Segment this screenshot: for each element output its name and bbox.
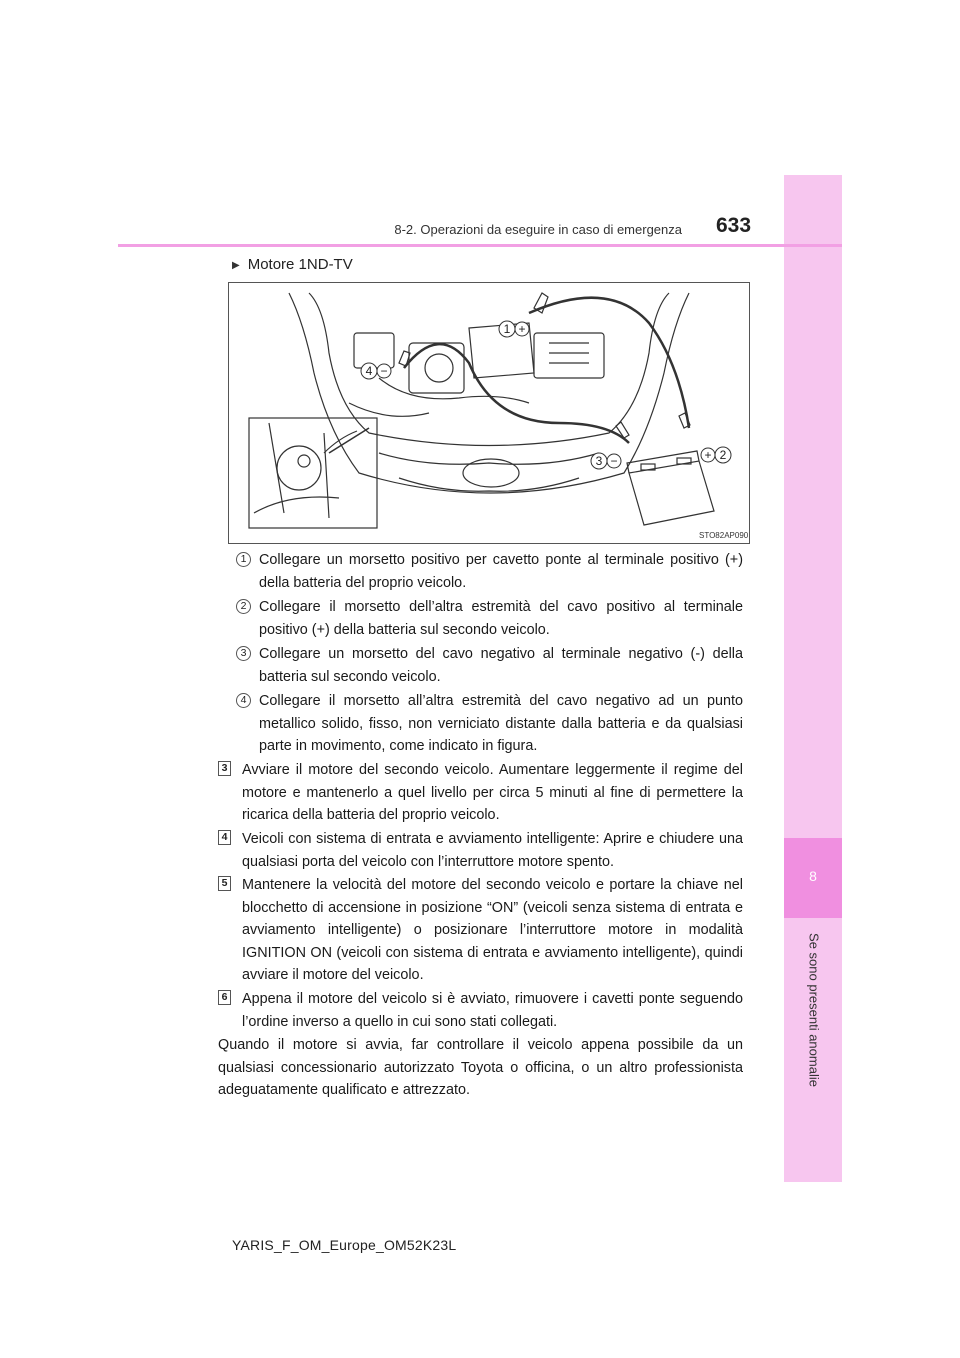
callout-2-plus-sign: + <box>704 448 712 462</box>
step-text-5: Mantenere la velocità del motore del secondo veicolo e portare la chiave nel blocchetto di accensione in posizione “ON” (veicoli senza sistema di entrata e avviamento intelligente) o posizionare l’interruttore motore in modalità IGNITION ON (veicoli con sistema di entrata e avviamento intelligente), quindi avviare il motore del veicolo. <box>242 877 743 983</box>
substep-badge-1: 1 <box>236 552 251 567</box>
step-badge-5: 5 <box>218 876 231 891</box>
callout-4-minus-sign: − <box>380 364 388 378</box>
chapter-number: 8 <box>809 868 817 884</box>
callout-1-plus-sign: + <box>518 322 526 336</box>
section-title: 8-2. Operazioni da eseguire in caso di emergenza <box>394 222 682 237</box>
callout-3-minus-sign: − <box>610 454 618 468</box>
figure-code: STO82AP090 <box>699 531 749 540</box>
substep-badge-4: 4 <box>236 693 251 708</box>
callout-4: 4 <box>365 364 373 378</box>
header-rule <box>118 244 842 247</box>
page-number: 633 <box>716 214 752 237</box>
step-text-3: Avviare il motore del secondo veicolo. Aumentare leggermente il regime del motore e mantenerlo a quel livello per circa 5 minuti al fine di permettere la ricarica della batteria del proprio veicolo. <box>242 762 743 823</box>
triangle-bullet-icon: ▶ <box>232 260 240 271</box>
step-badge-3: 3 <box>218 761 231 776</box>
callout-2: 2 <box>719 448 727 462</box>
sub-heading <box>232 256 353 273</box>
document-code: YARIS_F_OM_Europe_OM52K23L <box>232 1237 457 1253</box>
sub-heading-text: Motore 1ND-TV <box>247 256 353 273</box>
step-text-4: Veicoli con sistema di entrata e avviamento intelligente: Aprire e chiudere una qualsiasi porta del veicolo con l’interruttore motore spento. <box>242 831 743 870</box>
substep-badge-2: 2 <box>236 599 251 614</box>
substep-text-2: Collegare il morsetto dell’altra estremità del cavo positivo al terminale positivo (+) della batteria sul secondo veicolo. <box>259 599 743 638</box>
callout-1: 1 <box>503 322 511 336</box>
step-badge-6: 6 <box>218 990 231 1005</box>
callout-3: 3 <box>595 454 603 468</box>
chapter-title: Se sono presenti anomalie <box>806 933 822 1087</box>
substep-text-1: Collegare un morsetto positivo per cavetto ponte al terminale positivo (+) della batteria del proprio veicolo. <box>259 552 743 591</box>
substep-badge-3: 3 <box>236 646 251 661</box>
step-text-6: Appena il motore del veicolo si è avviato, rimuovere i cavetti ponte seguendo l’ordine inverso a quello in cui sono stati collegati. <box>242 991 743 1030</box>
engine-bay-illustration <box>229 283 749 543</box>
closing-paragraph: Quando il motore si avvia, far controllare il veicolo appena possibile da un qualsiasi concessionario autorizzato Toyota o officina, o un altro professionista adeguatamente qualificato e attrezzato. <box>218 1037 743 1098</box>
substep-text-3: Collegare un morsetto del cavo negativo al terminale negativo (-) della batteria sul secondo veicolo. <box>259 646 743 685</box>
step-badge-4: 4 <box>218 830 231 845</box>
jump-start-figure <box>228 282 750 544</box>
substep-text-4: Collegare il morsetto all’altra estremità del cavo negativo ad un punto metallico solido, fisso, non verniciato distante dalla batteria e da qualsiasi parte in movimento, come indicato in figura. <box>259 693 743 754</box>
